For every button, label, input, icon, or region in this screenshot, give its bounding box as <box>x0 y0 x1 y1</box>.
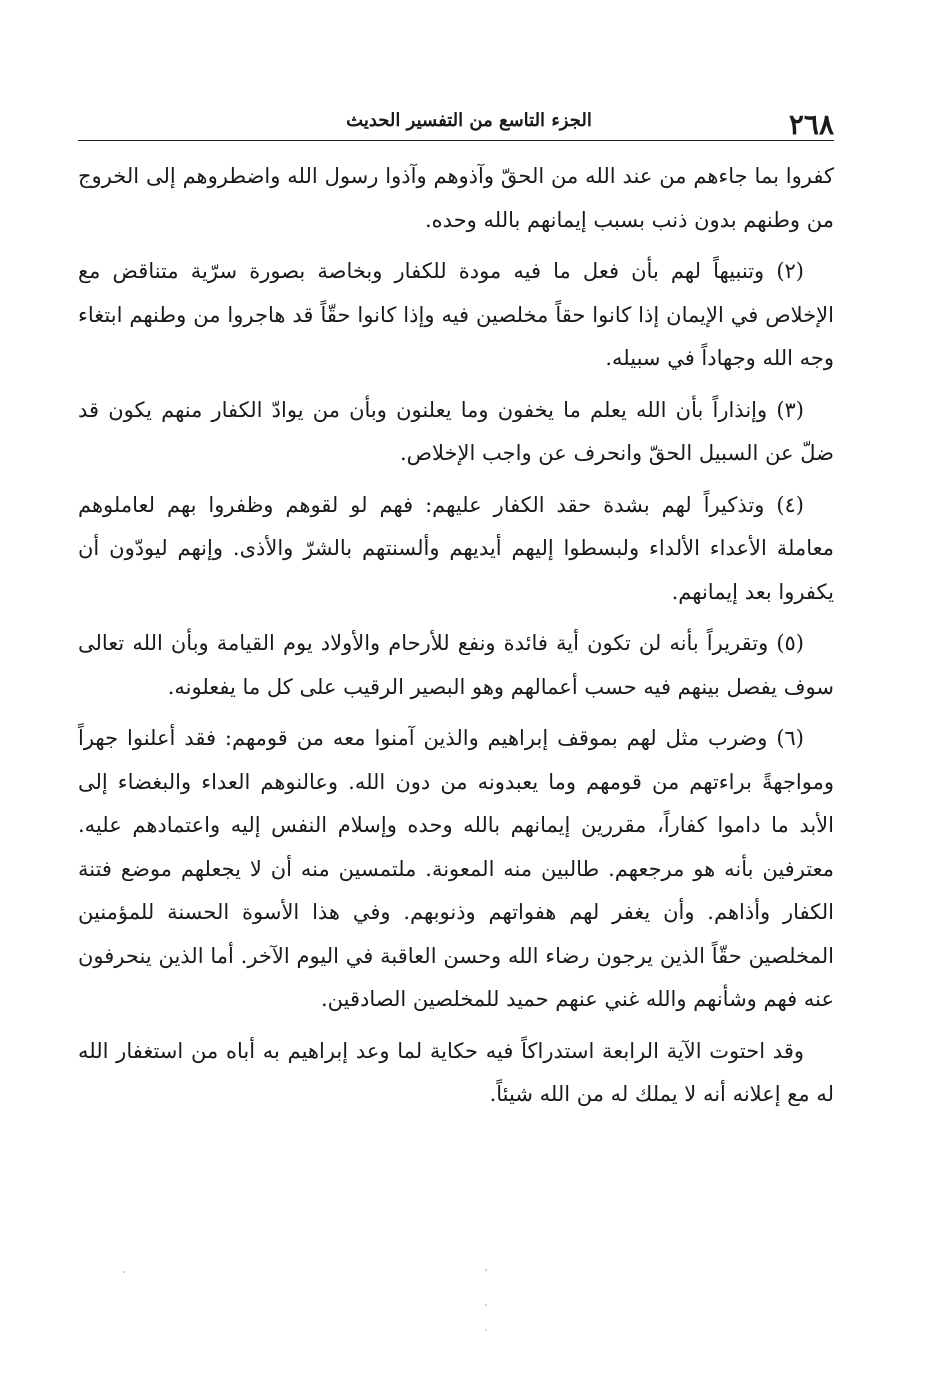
scan-speck <box>123 1271 125 1273</box>
page-header <box>78 100 834 141</box>
document-page <box>78 100 834 1125</box>
scan-speck <box>485 1329 486 1330</box>
paragraph-closing: وقد احتوت الآية الرابعة استدراكاً فيه حكاية لما وعد إبراهيم به أباه من استغفار الله له مع إعلانه أنه لا يملك له من الله شيئاً. <box>78 1038 834 1106</box>
body-text <box>78 155 834 1117</box>
paragraph-point-2: (٢) وتنبيهاً لهم بأن فعل ما فيه مودة للكفار وبخاصة بصورة سرّية متناقض مع الإخلاص في الإيمان إذا كانوا حقاً مخلصين فيه وإذا كانوا حقّاً قد هاجروا من وطنهم ابتغاء وجه الله وجهاداً في سبيله. <box>78 259 834 370</box>
page-number: ٢٦٨ <box>788 108 834 141</box>
paragraph-point-5: (٥) وتقريراً بأنه لن تكون أية فائدة ونفع للأرحام والأولاد يوم القيامة وبأن الله تعالى سوف يفصل بينهم فيه حسب أعمالهم وهو البصير الرقيب على كل ما يفعلونه. <box>78 631 834 699</box>
scan-speck <box>485 1269 487 1271</box>
paragraph-point-6: (٦) وضرب مثل لهم بموقف إبراهيم والذين آمنوا معه من قومهم: فقد أعلنوا جهراً ومواجهةً براءتهم من قومهم وما يعبدونه من دون الله. وعالنوهم العداء والبغضاء إلى الأبد ما داموا كفاراً، مقررين إيمانهم بالله وحده وإسلام النفس إليه واعتمادهم عليه. معترفين بأنه هو مرجعهم. طالبين منه المعونة. ملتمسين منه أن لا يجعلهم موضع فتنة الكفار وأذاهم. وأن يغفر لهم هفواتهم وذنوبهم. وفي هذا الأسوة الحسنة للمؤمنين المخلصين حقّاً الذين يرجون رضاء الله وحسن العاقبة في اليوم الآخر. أما الذين ينحرفون عنه فهم وشأنهم والله غني عنهم حميد للمخلصين الصادقين. <box>78 726 834 1011</box>
paragraph-point-3: (٣) وإنذاراً بأن الله يعلم ما يخفون وما يعلنون وبأن من يوادّ الكفار منهم يكون قد ضلّ عن السبيل الحقّ وانحرف عن واجب الإخلاص. <box>78 397 834 465</box>
scan-speck <box>485 1304 487 1306</box>
paragraph-point-4: (٤) وتذكيراً لهم بشدة حقد الكفار عليهم: فهم لو لقوهم وظفروا بهم لعاملوهم معاملة الأعداء الألداء ولبسطوا إليهم أيديهم وألسنتهم بالشرّ والأذى. وإنهم ليودّون أن يكفروا بعد إيمانهم. <box>78 492 834 604</box>
paragraph-continuation: كفروا بما جاءهم من عند الله من الحقّ وآذوهم وآذوا رسول الله واضطروهم إلى الخروج من وطنهم بدون ذنب بسبب إيمانهم بالله وحده. <box>78 164 834 232</box>
running-title: الجزء التاسع من التفسير الحديث <box>346 110 592 131</box>
